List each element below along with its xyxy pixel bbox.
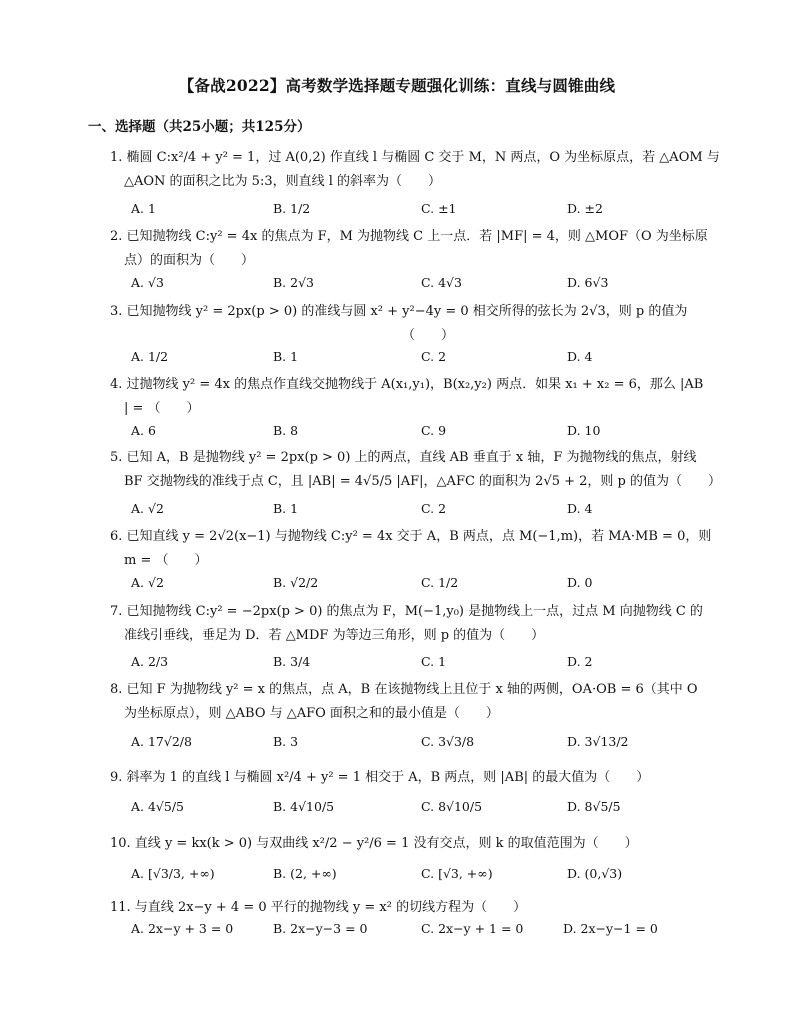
question-9-line-1: 9. 斜率为 1 的直线 l 与椭圆 x²/4 + y² = 1 相交于 A，B 两点，则 |AB| 的最大值为（ ） xyxy=(110,770,650,785)
question-8-line-2: 为坐标原点），则 △ABO 与 △AFO 面积之和的最小值是（ ） xyxy=(124,706,499,721)
question-1-options xyxy=(131,201,691,221)
option-c: C. 4√3 xyxy=(421,275,462,290)
option-c: C. 2 xyxy=(421,501,447,516)
question-3-options xyxy=(131,349,691,369)
question-7-options xyxy=(131,654,691,674)
question-2-line-2: 点）的面积为（ ） xyxy=(124,253,255,268)
question-7-line-1: 7. 已知抛物线 C:y² = −2px(p > 0) 的焦点为 F，M(−1,y₀) 是抛物线上一点，过点 M 向抛物线 C 的 xyxy=(110,604,703,619)
question-2-options xyxy=(131,275,691,295)
option-d: D. 2x−y−1 = 0 xyxy=(563,921,658,936)
option-b: B. 3/4 xyxy=(273,654,311,669)
question-6-line-2: m = （ ） xyxy=(124,553,208,568)
option-a: A. √2 xyxy=(131,501,164,516)
question-1 xyxy=(110,146,720,194)
question-4 xyxy=(110,373,706,421)
option-d: D. 8√5/5 xyxy=(567,799,621,814)
option-a: A. 2x−y + 3 = 0 xyxy=(131,921,234,936)
option-d: D. 4 xyxy=(567,349,593,364)
option-c: C. ±1 xyxy=(421,201,457,216)
option-d: D. 3√13/2 xyxy=(567,734,629,749)
question-11 xyxy=(110,896,706,920)
option-a: A. √3 xyxy=(131,275,164,290)
option-a: A. 4√5/5 xyxy=(131,799,185,814)
option-b: B. √2/2 xyxy=(273,575,319,590)
option-d: D. ±2 xyxy=(567,201,603,216)
question-6-options xyxy=(131,575,691,595)
option-a: A. 6 xyxy=(131,423,156,438)
option-d: D. 0 xyxy=(567,575,593,590)
option-a: A. 1/2 xyxy=(131,349,169,364)
option-a: A. 2/3 xyxy=(131,654,169,669)
question-5-line-2: BF 交抛物线的准线于点 C，且 |AB| = 4√5/5 |AF|，△AFC 的面积为 2√5 + 2，则 p 的值为（ ） xyxy=(124,474,722,489)
question-3 xyxy=(110,300,706,348)
option-b: B. 3 xyxy=(273,734,299,749)
question-5 xyxy=(110,446,722,494)
question-3-line-2: （ ） xyxy=(401,328,454,343)
question-9 xyxy=(110,766,706,790)
option-b: B. 1/2 xyxy=(273,201,311,216)
question-11-options xyxy=(131,921,691,941)
question-2 xyxy=(110,225,706,273)
option-b: B. 4√10/5 xyxy=(273,799,335,814)
question-8 xyxy=(110,678,706,726)
question-5-options xyxy=(131,501,691,521)
question-1-line-1: 1. 椭圆 C:x²/4 + y² = 1，过 A(0,2) 作直线 l 与椭圆 C 交于 M，N 两点，O 为坐标原点，若 △AOM 与 xyxy=(110,150,720,165)
question-4-line-2: | = （ ） xyxy=(124,401,200,416)
option-c: C. 1 xyxy=(421,654,447,669)
question-8-options xyxy=(131,734,691,754)
question-6 xyxy=(110,525,712,573)
option-c: C. [√3, +∞) xyxy=(421,866,493,881)
option-b: B. 2x−y−3 = 0 xyxy=(273,921,368,936)
question-4-line-1: 4. 过抛物线 y² = 4x 的焦点作直线交抛物线于 A(x₁,y₁)，B(x₂,y₂) 两点．如果 x₁ + x₂ = 6，那么 |AB xyxy=(110,377,704,392)
option-b: B. 1 xyxy=(273,349,299,364)
option-c: C. 9 xyxy=(421,423,447,438)
question-6-line-1: 6. 已知直线 y = 2√2(x−1) 与抛物线 C:y² = 4x 交于 A，B 两点，点 M(−1,m)，若 MA·MB = 0，则 xyxy=(110,529,712,544)
option-b: B. 8 xyxy=(273,423,299,438)
option-c: C. 2x−y + 1 = 0 xyxy=(421,921,524,936)
question-1-line-2: △AON 的面积之比为 5:3，则直线 l 的斜率为（ ） xyxy=(124,174,442,189)
question-8-line-1: 8. 已知 F 为抛物线 y² = x 的焦点，点 A，B 在该抛物线上且位于 x 轴的两侧，OA·OB = 6（其中 O xyxy=(110,682,698,697)
question-10-line-1: 10. 直线 y = kx(k > 0) 与双曲线 x²/2 − y²/6 = 1 没有交点，则 k 的取值范围为（ ） xyxy=(110,836,638,851)
option-c: C. 2 xyxy=(421,349,447,364)
option-d: D. 10 xyxy=(567,423,601,438)
question-5-line-1: 5. 已知 A，B 是抛物线 y² = 2px(p > 0) 上的两点，直线 AB 垂直于 x 轴，F 为抛物线的焦点，射线 xyxy=(110,450,697,465)
question-7 xyxy=(110,600,706,648)
option-c: C. 8√10/5 xyxy=(421,799,483,814)
option-b: B. 1 xyxy=(273,501,299,516)
question-9-options xyxy=(131,799,691,819)
question-4-options xyxy=(131,423,691,443)
question-2-line-1: 2. 已知抛物线 C:y² = 4x 的焦点为 F，M 为抛物线 C 上一点．若 |MF| = 4，则 △MOF（O 为坐标原 xyxy=(110,229,708,244)
question-10 xyxy=(110,832,706,856)
option-a: A. [√3/3, +∞) xyxy=(131,866,215,881)
document-title: 【备战2022】高考数学选择题专题强化训练：直线与圆锥曲线 xyxy=(178,76,616,95)
option-a: A. 1 xyxy=(131,201,156,216)
question-7-line-2: 准线引垂线，垂足为 D．若 △MDF 为等边三角形，则 p 的值为（ ） xyxy=(124,628,545,643)
option-b: B. 2√3 xyxy=(273,275,315,290)
option-d: D. 2 xyxy=(567,654,593,669)
section-heading: 一、选择题（共25小题；共125分） xyxy=(88,119,311,135)
option-c: C. 1/2 xyxy=(421,575,459,590)
option-a: A. 17√2/8 xyxy=(131,734,192,749)
option-c: C. 3√3/8 xyxy=(421,734,475,749)
option-d: D. 6√3 xyxy=(567,275,609,290)
question-10-options xyxy=(131,866,691,886)
option-a: A. √2 xyxy=(131,575,164,590)
option-d: D. 4 xyxy=(567,501,593,516)
option-b: B. (2, +∞) xyxy=(273,866,337,881)
option-d: D. (0,√3) xyxy=(567,866,623,881)
question-3-line-1: 3. 已知抛物线 y² = 2px(p > 0) 的准线与圆 x² + y²−4y = 0 相交所得的弦长为 2√3，则 p 的值为 xyxy=(110,304,688,319)
question-11-line-1: 11. 与直线 2x−y + 4 = 0 平行的抛物线 y = x² 的切线方程为（ ） xyxy=(110,900,527,915)
